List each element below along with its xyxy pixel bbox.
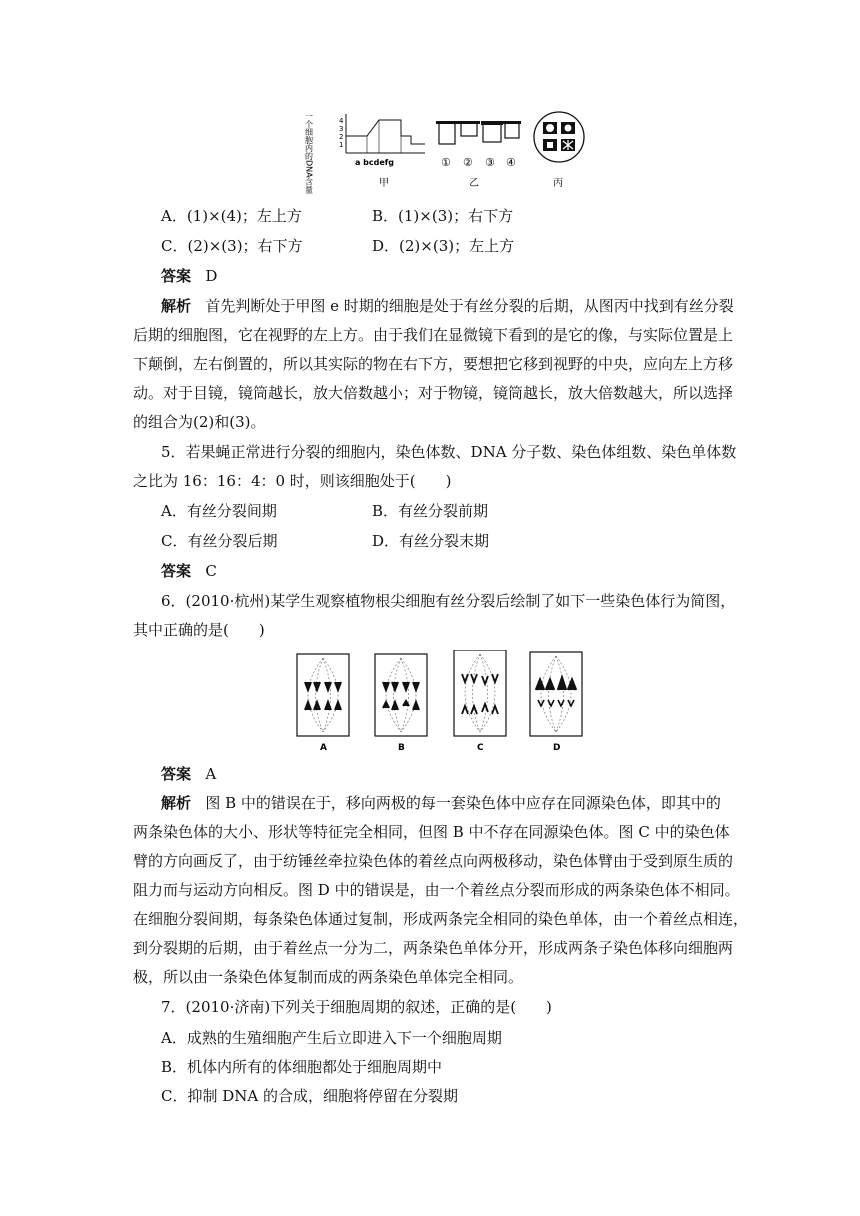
analysis-text: 图 B 中的错误在于，移向两极的每一套染色体中应存在同源染色体，即其中的: [205, 794, 721, 812]
analysis-label: 解析: [161, 297, 192, 315]
answer-label: 答案: [161, 765, 192, 783]
q4-analysis-line-2: 后期的细胞图，它在视野的左上方。由于我们在显微镜下看到的是它的像，与实际位置是上: [133, 326, 734, 344]
answer-value: C: [205, 562, 217, 580]
q4-analysis-line-5: 的组合为(2)和(3)。: [133, 413, 266, 431]
cell-a: [297, 654, 349, 736]
q7-option-b: B．机体内所有的体细胞都处于细胞周期中: [161, 1058, 443, 1076]
figure-top-xticks: a bcdefg: [355, 158, 395, 167]
q6-stem-line-2: 其中正确的是( ): [133, 621, 265, 639]
panel-label-jia: 甲: [379, 178, 389, 189]
ytick-1: 1: [339, 141, 344, 149]
figure-chromosome-diagrams: [290, 650, 590, 755]
q4-analysis-line-1: [161, 295, 734, 317]
panel-label-yi: 乙: [469, 178, 479, 189]
cell-b: [375, 654, 427, 736]
fig-label-c: C: [477, 743, 484, 753]
q5-option-a: A．有丝分裂间期: [161, 502, 277, 520]
figure-top-ylabel: 一个细胞内的DNA含量: [305, 112, 314, 194]
cell-c: [454, 650, 506, 736]
cell-d: [530, 652, 582, 736]
q5-answer: [161, 560, 217, 582]
answer-label: 答案: [161, 267, 192, 285]
answer-value: D: [205, 267, 218, 285]
tube-label-1: ①: [441, 156, 451, 169]
q5-option-b: B．有丝分裂前期: [372, 502, 489, 520]
fig-label-d: D: [553, 743, 561, 753]
q5-stem-line-2: 之比为 16：16：4：0 时，则该细胞处于( ): [133, 472, 452, 490]
q7-option-a: A．成熟的生殖细胞产生后立即进入下一个细胞周期: [161, 1029, 502, 1047]
q5-option-d: D．有丝分裂末期: [372, 532, 490, 550]
q6-analysis-line-4: 阻力而与运动方向相反。图 D 中的错误是，由一个着丝点分裂而形成的两条染色体不相同。: [133, 881, 740, 899]
ytick-4: 4: [339, 117, 344, 125]
q4-answer: [161, 265, 217, 287]
fig-label-a: A: [320, 743, 327, 753]
q4-option-b: B．(1)×(3)；右下方: [372, 207, 514, 225]
q6-answer: [161, 763, 216, 785]
tube-label-4: ④: [506, 156, 516, 169]
q6-analysis-line-3: 臂的方向画反了，由于纺锤丝牵拉染色体的着丝点向两极移动，染色体臂由于受到原生质的: [133, 852, 734, 870]
q7-option-c: C．抑制 DNA 的合成，细胞将停留在分裂期: [161, 1087, 458, 1105]
q6-analysis-line-7: 极，所以由一条染色体复制而成的两条染色单体完全相同。: [133, 968, 524, 986]
ytick-2: 2: [339, 133, 344, 141]
q6-analysis-line-6: 到分裂期的后期，由于着丝点一分为二，两条染色单体分开，形成两条子染色体移向细胞两: [133, 939, 734, 957]
tube-label-2: ②: [463, 156, 473, 169]
ytick-3: 3: [339, 125, 344, 133]
q4-analysis-line-4: 动。对于目镜，镜筒越长，放大倍数越小；对于物镜，镜筒越长，放大倍数越大，所以选择: [133, 384, 734, 402]
panel-label-bing: 丙: [553, 178, 563, 189]
answer-value: A: [205, 765, 217, 783]
fig-label-b: B: [398, 743, 405, 753]
q4-analysis-line-3: 下颠倒，左右倒置的，所以其实际的物在右下方，要想把它移到视野的中央，应向左上方移: [133, 355, 734, 373]
tube-label-3: ③: [485, 156, 495, 169]
q4-option-a: A．(1)×(4)；左上方: [161, 207, 302, 225]
q4-option-c: C．(2)×(3)；右下方: [161, 237, 303, 255]
answer-label: 答案: [161, 562, 192, 580]
q6-analysis-line-2: 两条染色体的大小、形状等特征完全相同，但图 B 中不存在同源染色体。图 C 中的染色体: [133, 823, 730, 841]
q6-analysis-line-1: [161, 792, 721, 814]
analysis-label: 解析: [161, 794, 192, 812]
q4-option-d: D．(2)×(3)；左上方: [372, 237, 515, 255]
q5-stem-line-1: 5．若果蝇正常进行分裂的细胞内，染色体数、DNA 分子数、染色体组数、染色单体数: [161, 443, 737, 461]
q5-option-c: C．有丝分裂后期: [161, 532, 278, 550]
q6-analysis-line-5: 在细胞分裂间期，每条染色体通过复制，形成两条完全相同的染色单体，由一个着丝点相连，: [133, 910, 749, 928]
figure-top: [305, 108, 590, 194]
analysis-text: 首先判断处于甲图 e 时期的细胞是处于有丝分裂的后期，从图丙中找到有丝分裂: [205, 297, 734, 315]
q6-stem-line-1: 6．(2010·杭州)某学生观察植物根尖细胞有丝分裂后绘制了如下一些染色体行为简图，: [161, 592, 736, 610]
q7-stem: 7．(2010·济南)下列关于细胞周期的叙述，正确的是( ): [161, 998, 552, 1016]
